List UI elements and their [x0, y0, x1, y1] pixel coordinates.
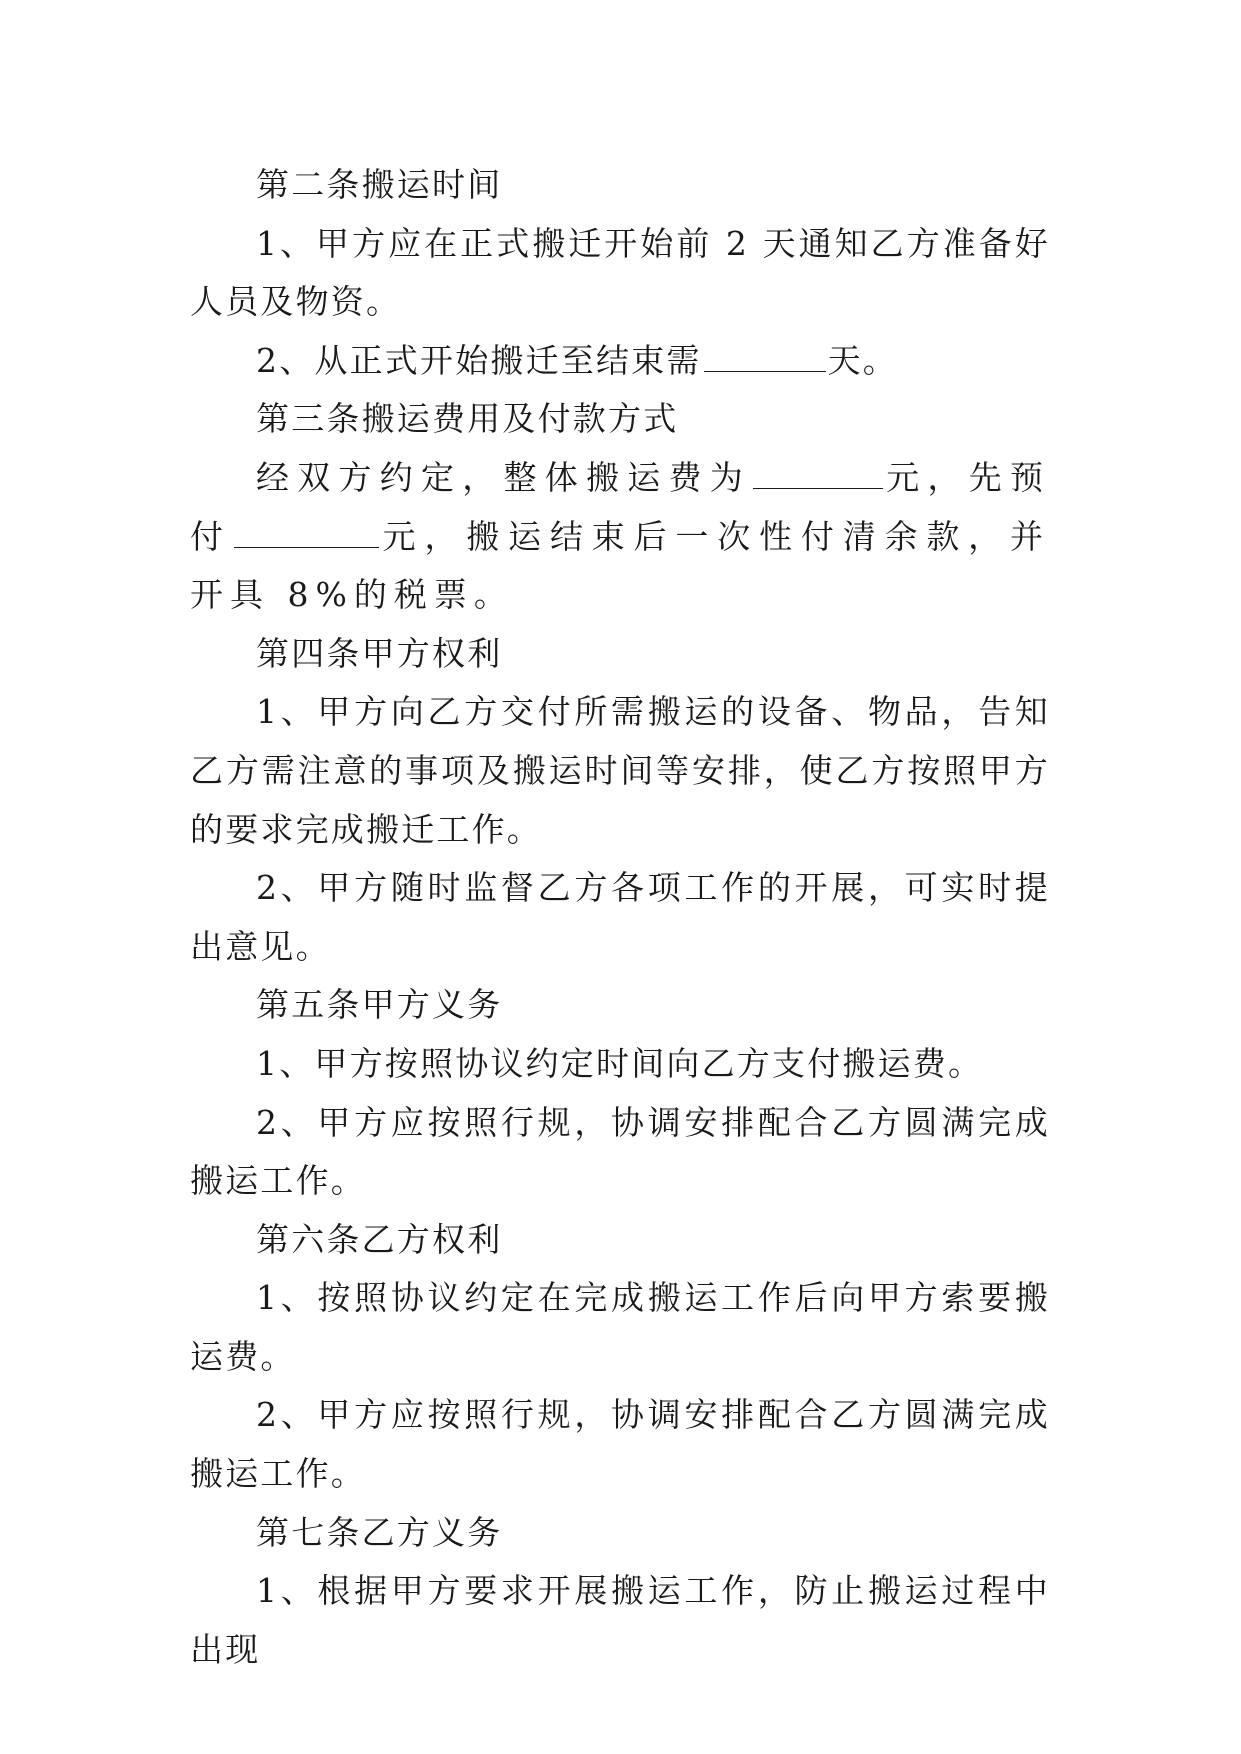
article-6-clause-2: 2、甲方应按照行规，协调安排配合乙方圆满完成搬运工作。: [190, 1395, 1050, 1494]
article-7-heading: 第七条乙方义务: [256, 1512, 503, 1552]
clause-text: 元，先预付: [190, 457, 1050, 556]
article-5-heading: 第五条甲方义务: [256, 985, 503, 1025]
document-body: [190, 156, 1050, 1679]
clause-text: 天。: [827, 340, 899, 380]
clause-text: 经双方约定，整体搬运费为: [256, 457, 751, 497]
days-blank: [704, 341, 826, 372]
article-4-clause-1: 1、甲方向乙方交付所需搬运的设备、物品，告知乙方需注意的事项及搬运时间等安排，使乙方按照甲方的要求完成搬迁工作。: [190, 692, 1050, 849]
article-2-heading: 第二条搬运时间: [256, 165, 503, 204]
article-4-heading: 第四条甲方权利: [256, 633, 503, 673]
article-5-clause-2: 2、甲方应按照行规，协调安排配合乙方圆满完成搬运工作。: [190, 1102, 1050, 1201]
prepay-blank: [234, 517, 379, 548]
article-7-clause-1: 1、根据甲方要求开展搬运工作，防止搬运过程中出现: [190, 1571, 1050, 1669]
article-4-clause-2: 2、甲方随时监督乙方各项工作的开展，可实时提出意见。: [190, 868, 1050, 966]
article-3-body: [190, 449, 1050, 625]
total-fee-blank: [753, 458, 883, 489]
clause-text: 元，搬运结束后一次性付清余款，并开具 8%的税票。: [190, 516, 1051, 615]
article-6-heading: 第六条乙方权利: [256, 1219, 503, 1259]
article-2-clause-2: [190, 332, 1050, 391]
article-2-clause-1: 1、甲方应在正式搬迁开始前 2 天通知乙方准备好人员及物资。: [190, 223, 1050, 322]
clause-text: 2、从正式开始搬迁至结束需: [256, 340, 702, 380]
article-5-clause-1: 1、甲方按照协议约定时间向乙方支付搬运费。: [256, 1043, 984, 1083]
article-6-clause-1: 1、按照协议约定在完成搬运工作后向甲方索要搬运费。: [190, 1278, 1050, 1376]
article-3-heading: 第三条搬运费用及付款方式: [256, 399, 679, 439]
